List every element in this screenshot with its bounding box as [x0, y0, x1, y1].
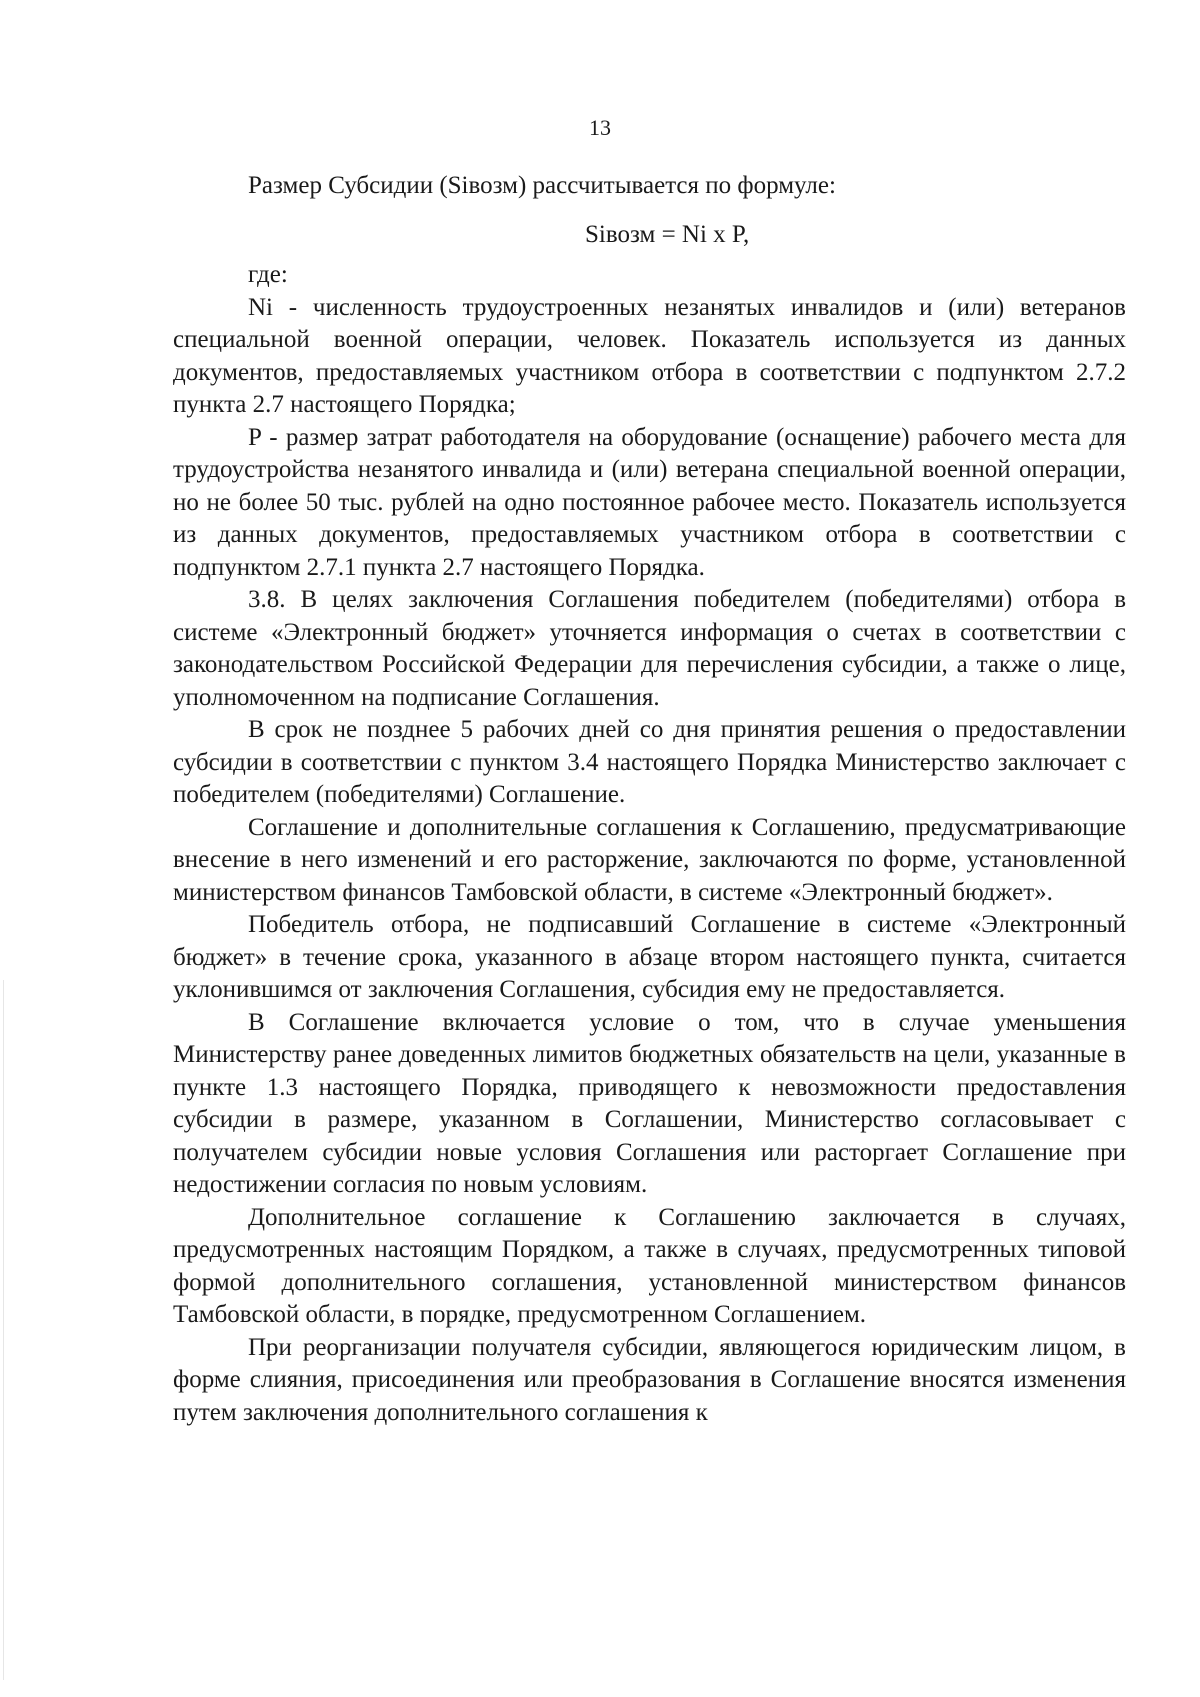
- paragraph-agreement-form: Соглашение и дополнительные соглашения к Соглашению, предусматривающие внесение в него изменений и его расторжение, заключаются по форме, установленной министерством финансов Тамбовской области, в системе «Электронный бюджет».: [173, 813, 1126, 906]
- paragraph-term: В срок не позднее 5 рабочих дней со дня принятия решения о предоставлении субсидии в соответствии с пунктом 3.4 настоящего Порядка Министерство заключает с победителем (победителями) Соглашение.: [173, 716, 1126, 808]
- paragraph-intro: Размер Субсидии (Siвозм) рассчитывается по формуле:: [248, 172, 836, 199]
- paragraph-where: где:: [248, 261, 288, 288]
- paragraph-condition: В Соглашение включается условие о том, что в случае уменьшения Министерству ранее доведенных лимитов бюджетных обязательств на цели, указанные в пункте 1.3 настоящего Порядка, приводящего к невозможности предоставления субсидии в размере, указанном в Соглашении, Министерство согласовывает с получателем субсидии новые условия Соглашения или расторгает Соглашение при недостижении согласия по новым условиям.: [173, 1008, 1126, 1198]
- document-body: [173, 170, 1126, 1429]
- paragraph-3-8: 3.8. В целях заключения Соглашения победителем (победителями) отбора в системе «Электронный бюджет» уточняется информация о счетах в соответствии с законодательством Российской Федерации для перечисления субсидии, а также о лице, уполномоченном на подписание Соглашения.: [173, 586, 1126, 711]
- paragraph-ni-definition: Ni - численность трудоустроенных незанятых инвалидов и (или) ветеранов специальной военной операции, человек. Показатель используется из данных документов, предоставляемых участником отбора в соответствии с подпунктом 2.7.2 пункта 2.7 настоящего Порядка;: [173, 293, 1126, 418]
- paragraph-winner: Победитель отбора, не подписавший Соглашение в системе «Электронный бюджет» в течение срока, указанного в абзаце втором настоящего пункта, считается уклонившимся от заключения Соглашения, субсидия ему не предоставляется.: [173, 911, 1126, 1003]
- paragraph-reorganization: При реорганизации получателя субсидии, являющегося юридическим лицом, в форме слияния, присоединения или преобразования в Соглашение вносятся изменения путем заключения дополнительного соглашения к: [173, 1333, 1126, 1426]
- paragraph-p-definition: P - размер затрат работодателя на оборудование (оснащение) рабочего места для трудоустройства незанятого инвалида и (или) ветерана специальной военной операции, но не более 50 тыс. рублей на одно постоянное рабочее место. Показатель используется из данных документов, предоставляемых участником отбора в соответствии с подпунктом 2.7.1 пункта 2.7 настоящего Порядка.: [173, 423, 1126, 581]
- scan-edge-line: [3, 980, 4, 1680]
- page-number: 13: [589, 115, 611, 140]
- paragraph-additional-agreement: Дополнительное соглашение к Соглашению заключается в случаях, предусмотренных настоящим Порядком, а также в случаях, предусмотренных типовой формой дополнительного соглашения, установленной министерством финансов Тамбовской области, в порядке, предусмотренном Соглашением.: [173, 1203, 1126, 1328]
- formula: Siвозм = Ni x P,: [585, 220, 750, 248]
